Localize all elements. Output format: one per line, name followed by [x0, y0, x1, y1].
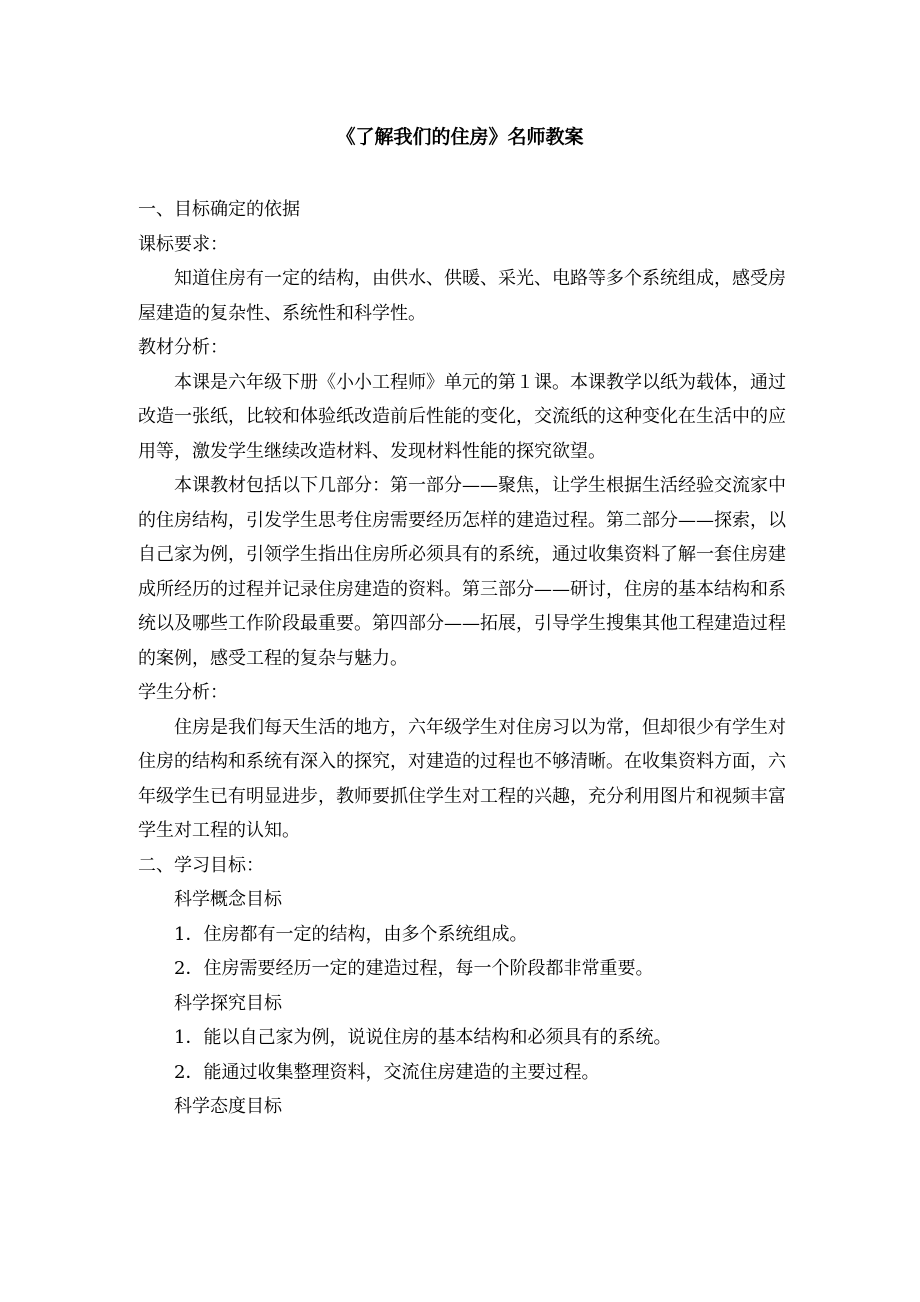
curriculum-label: 课标要求：: [138, 233, 228, 255]
inquiry-objective-label: 科学探究目标: [174, 992, 282, 1014]
concept-objective-label: 科学概念目标: [174, 889, 282, 910]
textbook-paragraph-1: 本课是六年级下册《小小工程师》单元的第１课。本课教学以纸为载体，通过改造一张纸，比较和体验纸改造前后性能的变化，交流纸的这种变化在生活中的应用等，激发学生继续改造材料、发现材料性能的探究欲望。: [138, 371, 786, 462]
attitude-objective-label: 科学态度目标: [174, 1096, 282, 1117]
concept-objective-item: 2．住房需要经历一定的建造过程，每一个阶段都非常重要。: [174, 958, 654, 979]
section-heading-basis: 一、目标确定的依据: [138, 199, 300, 220]
inquiry-objective-item: 2．能通过收集整理资料，交流住房建造的主要过程。: [174, 1061, 600, 1083]
students-label: 学生分析：: [138, 682, 228, 703]
concept-objective-item: 1．住房都有一定的结构，由多个系统组成。: [174, 923, 528, 945]
document-body: [138, 193, 790, 1125]
page-title: 《了解我们的住房》名师教案: [336, 126, 584, 148]
curriculum-paragraph: 知道住房有一定的结构，由供水、供暖、采光、电路等多个系统组成，感受房屋建造的复杂性、系统性和科学性。: [138, 268, 786, 324]
section-heading-objectives: 二、学习目标：: [138, 854, 264, 876]
textbook-paragraph-2: 本课教材包括以下几部分：第一部分——聚焦，让学生根据生活经验交流家中的住房结构，引发学生思考住房需要经历怎样的建造过程。第二部分——探索，以自己家为例，引领学生指出住房所必须具有的系统，通过收集资料了解一套住房建成所经历的过程并记录住房建造的资料。第三部分——研讨，住房的基本结构和系统以及哪些工作阶段最重要。第四部分——拓展，引导学生搜集其他工程建造过程的案例，感受工程的复杂与魅力。: [138, 475, 786, 669]
textbook-label: 教材分析：: [138, 337, 228, 358]
inquiry-objective-item: 1．能以自己家为例，说说住房的基本结构和必须具有的系统。: [174, 1027, 672, 1048]
students-paragraph: 住房是我们每天生活的地方，六年级学生对住房习以为常，但却很少有学生对住房的结构和系统有深入的探究，对建造的过程也不够清晰。在收集资料方面，六年级学生已有明显进步，教师要抓住学生对工程的兴趣，充分利用图片和视频丰富学生对工程的认知。: [138, 716, 786, 841]
